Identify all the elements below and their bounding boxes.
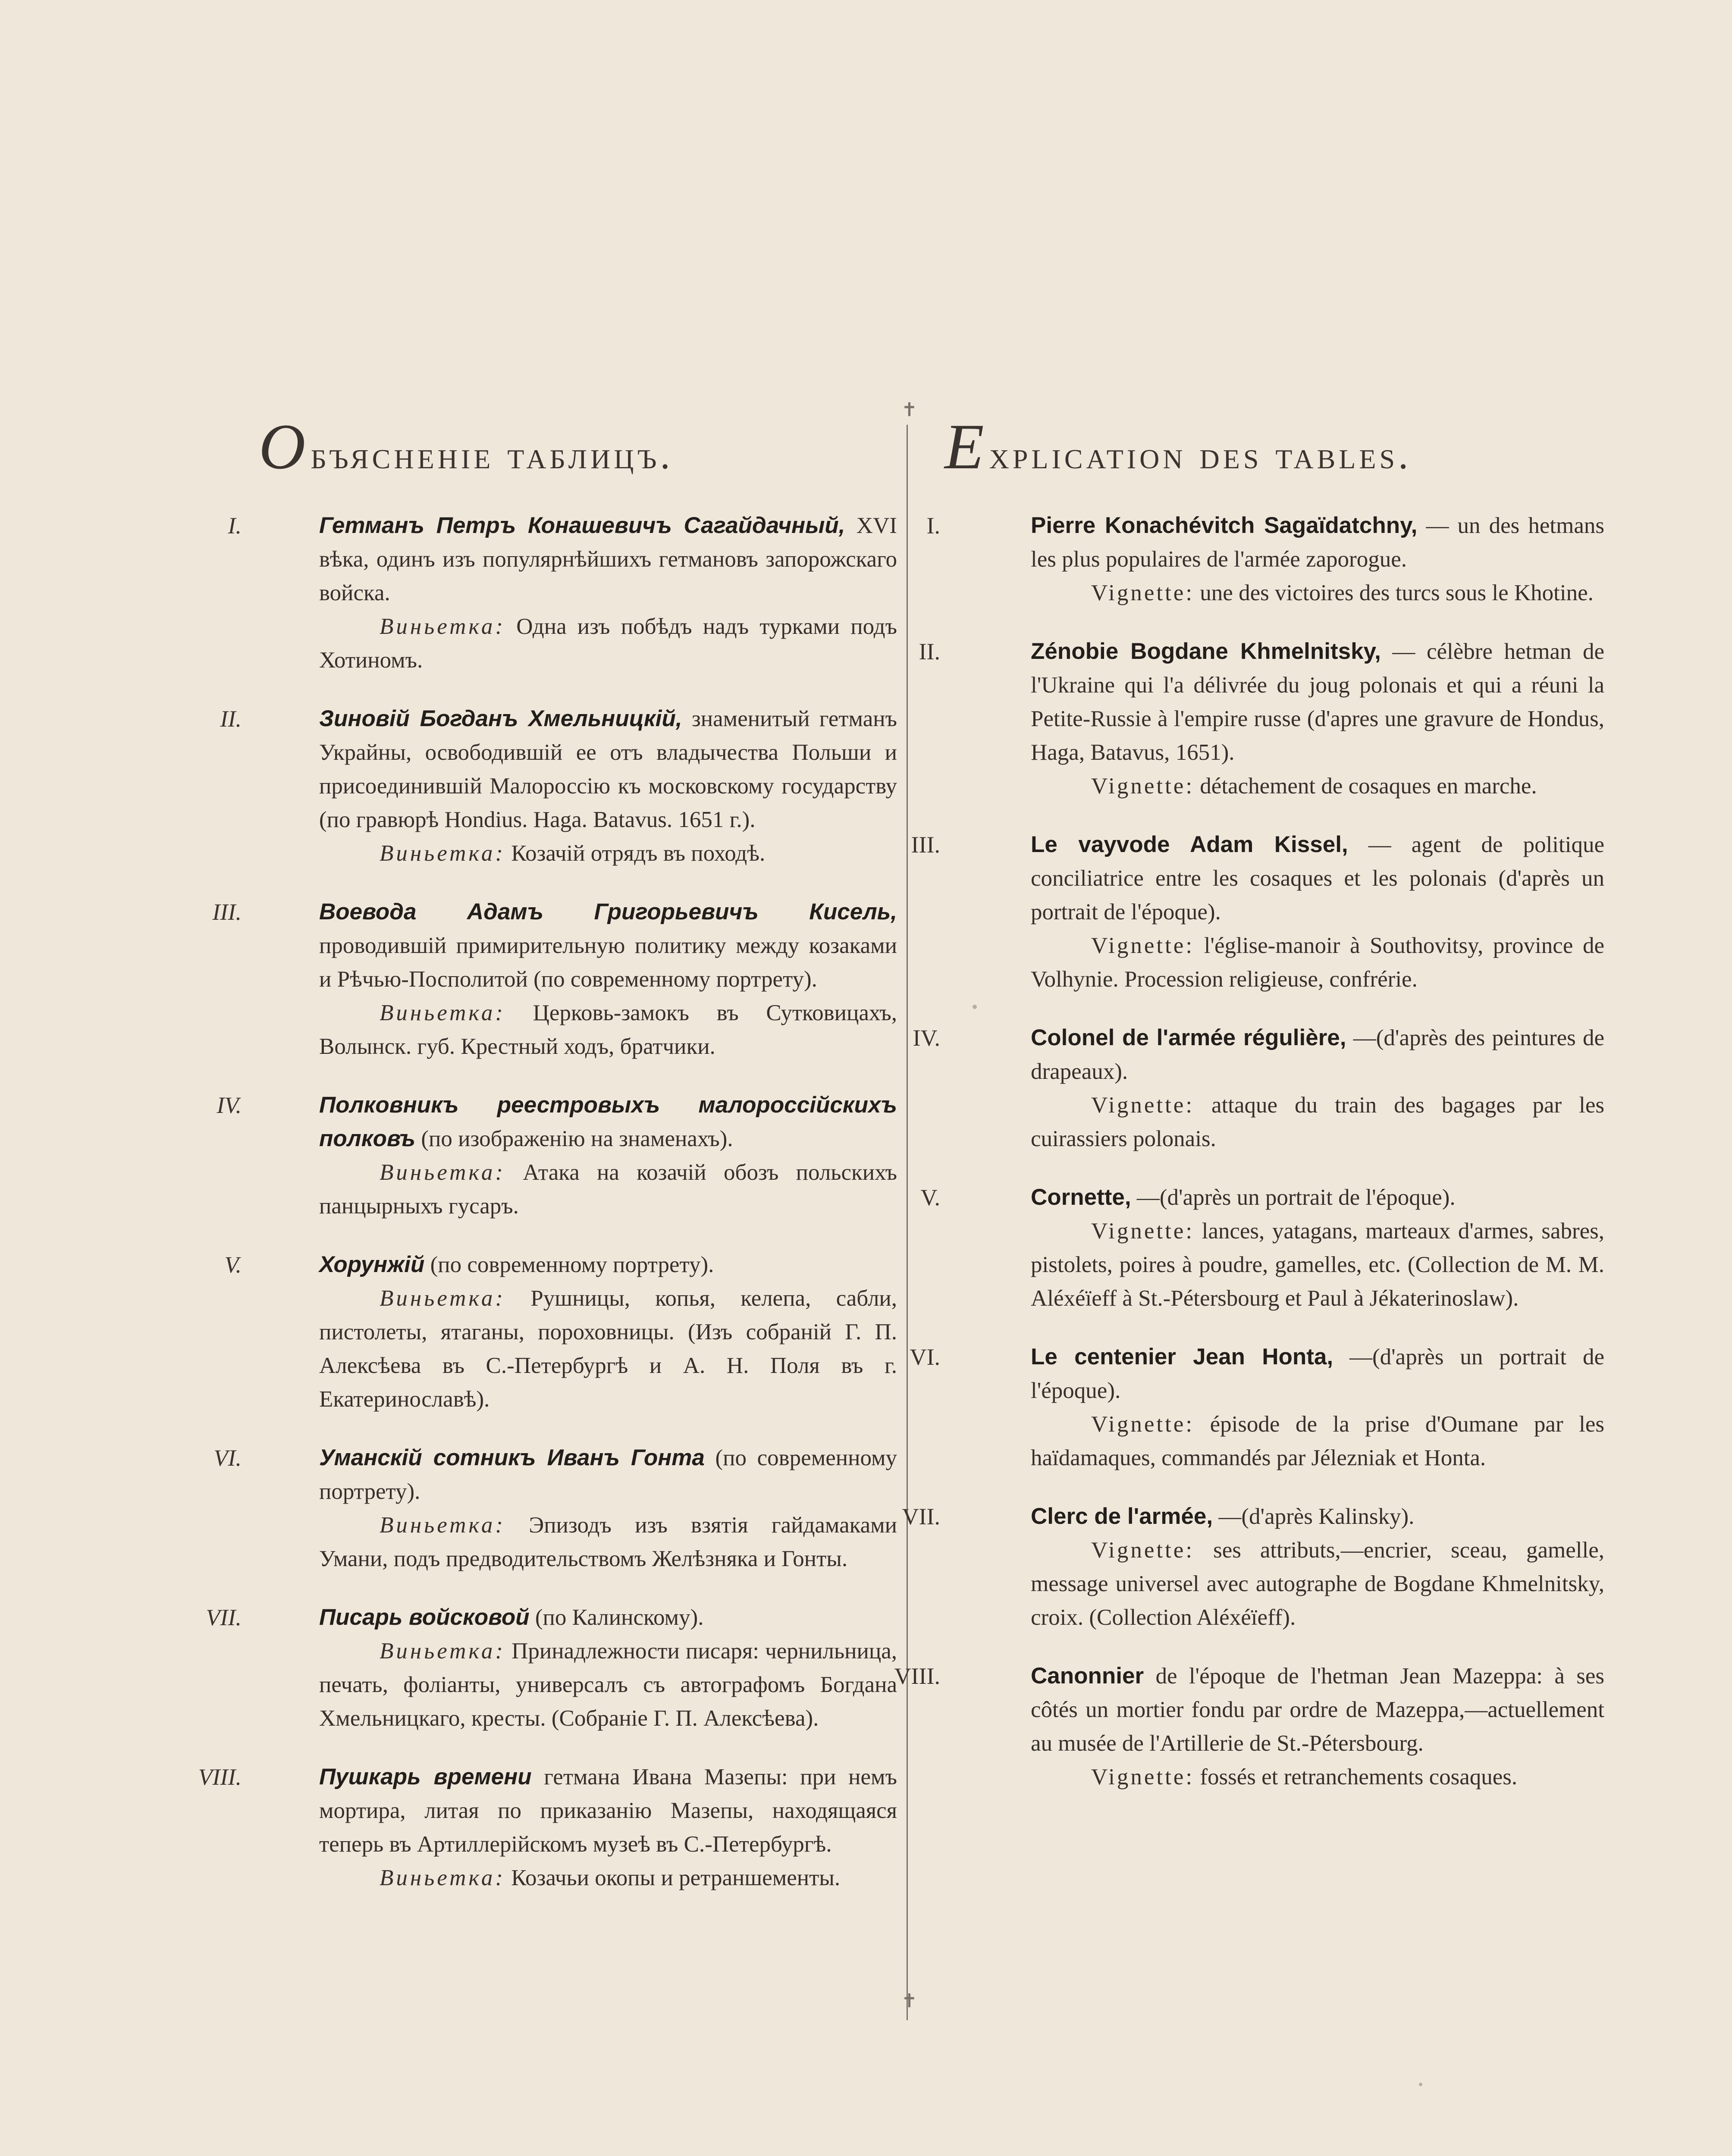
entry-number: VII. [902, 1504, 940, 1529]
russian-column-title [259, 410, 674, 484]
vignette-label: Виньетка: [380, 1865, 506, 1890]
fr-entry [902, 1500, 1604, 1634]
entry-description [962, 1659, 1604, 1760]
ru-entry [212, 895, 897, 1063]
vignette-label: Vignette: [1091, 933, 1195, 958]
ru-entry [228, 509, 897, 677]
entry-subject-name: Canonnier [1031, 1663, 1144, 1689]
vignette-text: détachement de cosaques en marche. [1200, 774, 1537, 799]
entry-description [250, 1441, 897, 1508]
vignette-label: Vignette: [1091, 1538, 1195, 1563]
vignette-description [962, 1407, 1604, 1475]
entry-description [962, 828, 1604, 929]
french-title-initial: E [944, 411, 988, 483]
vignette-label: Виньетка: [380, 1160, 506, 1185]
vignette-text: attaque du train des bagages par les cuirassiers polonais. [1031, 1093, 1605, 1151]
entry-subject-name: Гетманъ Петръ Конашевичъ Сагайдачный, [319, 513, 845, 538]
vignette-label: Vignette: [1091, 1412, 1195, 1437]
entry-subject-name: Уманскій сотникъ Иванъ Гонта [319, 1445, 705, 1470]
entry-number: V. [920, 1185, 940, 1210]
vignette-text: lances, yatagans, marteaux d'armes, sabres, pistolets, poires à poudre, gamelles, etc. (Collection de M. M. Aléxéïeff à St.-Pétersbourg et Paul à Jékaterinoslaw). [1031, 1219, 1604, 1311]
fr-entry [919, 635, 1605, 803]
vignette-description [250, 1156, 897, 1223]
entry-subject-name: Пушкарь времени [319, 1764, 532, 1789]
vignette-label: Виньетка: [380, 614, 506, 639]
entry-description [962, 1500, 1604, 1533]
entry-text: —(d'après un portrait de l'époque). [1031, 1344, 1605, 1403]
vignette-text: Рушницы, копья, келепа, сабли, пистолеты, ятаганы, пороховницы. (Изъ собраній Г. П. Алексѣева въ С.-Петербургѣ и А. Н. Поля въ г. Екатеринославѣ). [319, 1286, 897, 1412]
entry-subject-name: Clerc de l'armée, [1031, 1504, 1213, 1529]
entry-description [250, 1760, 897, 1861]
vignette-text: une des victoires des turcs sous le Khotine. [1200, 580, 1594, 605]
vignette-description [962, 769, 1604, 803]
vignette-description [250, 1508, 897, 1576]
russian-column [198, 509, 897, 1920]
french-title-text: xplication des tables. [989, 433, 1412, 477]
entry-description [250, 1088, 897, 1156]
entry-description [250, 702, 897, 837]
vignette-description [250, 1861, 897, 1895]
vignette-text: ses attributs,—encrier, sceau, gamelle, message universel avec autographe de Bogdane Khmelnitsky, croix. (Collection Aléxéïeff). [1031, 1538, 1604, 1630]
entry-number: IV. [216, 1092, 242, 1118]
vignette-description [962, 1214, 1604, 1315]
cross-ornament-bottom-icon: ✝ [901, 1990, 917, 2012]
russian-title-text: бъясненіе таблицъ. [311, 433, 674, 477]
vignette-description [250, 996, 897, 1063]
entry-text: (по Калинскому). [535, 1605, 704, 1630]
ru-entry [206, 1601, 897, 1735]
vignette-label: Vignette: [1091, 1764, 1195, 1789]
entry-text: — célèbre hetman de l'Ukraine qui l'a délivrée du joug polonais et qui a réuni la Petite-Russie à l'empire russe (d'apres une gravure de Hondus, Haga, Batavus, 1651). [1031, 639, 1605, 765]
entry-description [250, 895, 897, 996]
vignette-description [250, 610, 897, 677]
entry-text: de l'époque de l'hetman Jean Mazeppa: à ses côtés un mortier fondu par ordre de Mazeppa,—actuellement au musée de l'Artillerie de St.-Pétersbourg. [1031, 1664, 1605, 1756]
vignette-label: Виньетка: [380, 1000, 506, 1025]
french-column [894, 509, 1605, 1819]
vignette-text: l'église-manoir à Southovitsy, province de Volhynie. Procession religieuse, confrérie. [1031, 933, 1605, 992]
entry-text: — agent de politique conciliatrice entre les cosaques et les polonais (d'après un portrait de l'époque). [1031, 832, 1604, 924]
vignette-text: Козачьи окопы и ретраншементы. [511, 1865, 841, 1890]
entry-subject-name: Воевода Адамъ Григорьевичъ Кисель, [319, 899, 897, 924]
vignette-text: Принадлежности писаря: чернильница, печать, фоліанты, универсалъ съ автографомъ Богдана Хмельницкаго, кресты. (Собраніе Г. П. Алексѣева). [319, 1639, 897, 1731]
entry-text: —(d'après un portrait de l'époque). [1136, 1185, 1456, 1210]
vignette-text: Атака на козачій обозъ польскихъ панцырныхъ гусаръ. [319, 1160, 897, 1219]
paper-speck [973, 1005, 977, 1009]
entry-subject-name: Полковникъ реестровыхъ малороссійскихъ полковъ [319, 1092, 897, 1151]
vignette-text: fossés et retranchements cosaques. [1200, 1764, 1518, 1789]
vignette-text: Одна изъ побѣдъ надъ турками подъ Хотиномъ. [319, 614, 897, 673]
fr-entry [920, 1181, 1604, 1315]
entry-number: VII. [206, 1604, 242, 1630]
entry-subject-name: Le vayvode Adam Kissel, [1031, 832, 1348, 857]
vignette-description [962, 929, 1604, 996]
entry-text: —(d'après Kalinsky). [1218, 1504, 1415, 1529]
entry-number: VIII. [894, 1663, 940, 1689]
entry-description [962, 1181, 1604, 1214]
fr-entry [910, 1340, 1605, 1475]
entry-number: I. [926, 513, 940, 539]
ru-entry [198, 1760, 897, 1895]
entry-subject-name: Писарь войсковой [319, 1604, 530, 1630]
vignette-description [962, 1533, 1604, 1634]
entry-description [962, 509, 1604, 576]
vignette-description [250, 1282, 897, 1416]
ru-entry [224, 1248, 897, 1416]
vignette-text: Эпизодъ изъ взятія гайдамаками Умани, подъ предводительствомъ Желѣзняка и Гонты. [319, 1513, 897, 1571]
french-column-title [944, 410, 1412, 484]
entry-subject-name: Хорунжій [319, 1252, 425, 1277]
entry-number: II. [220, 706, 242, 732]
entry-description [962, 635, 1604, 769]
entry-description [250, 509, 897, 610]
entry-subject-name: Le centenier Jean Honta, [1031, 1344, 1334, 1369]
entry-number: III. [911, 832, 940, 858]
entry-number: III. [212, 899, 242, 925]
entry-text: (по изображенію на знаменахъ). [421, 1126, 733, 1151]
entry-number: VIII. [198, 1764, 242, 1790]
ru-entry [220, 702, 897, 870]
vignette-label: Vignette: [1091, 1219, 1195, 1244]
entry-number: II. [919, 639, 940, 664]
entry-number: VI. [910, 1344, 940, 1370]
fr-entry [926, 509, 1604, 610]
entry-subject-name: Zénobie Bogdane Khmelnitsky, [1031, 639, 1381, 664]
vignette-description [250, 837, 897, 870]
vignette-text: Церковь-замокъ въ Сутковицахъ, Волынск. губ. Крестный ходъ, братчики. [319, 1000, 897, 1059]
russian-title-initial: О [259, 411, 309, 483]
entry-text: проводившій примирительную политику между козаками и Рѣчью-Посполитой (по современному портрету). [319, 933, 897, 992]
entry-number: IV. [913, 1025, 940, 1051]
vignette-description [250, 1634, 897, 1735]
vignette-description [962, 1088, 1604, 1156]
entry-subject-name: Pierre Konachévitch Sagaïdatchny, [1031, 513, 1418, 538]
entry-subject-name: Colonel de l'armée régulière, [1031, 1025, 1346, 1050]
entry-subject-name: Зиновій Богданъ Хмельницкій, [319, 706, 682, 731]
entry-text: XVI вѣка, одинъ изъ популярнѣйшихъ гетмановъ запорожскаго войска. [319, 513, 897, 605]
entry-number: VI. [213, 1445, 242, 1471]
vignette-label: Виньетка: [380, 1513, 506, 1538]
entry-description [962, 1021, 1604, 1088]
fr-entry [894, 1659, 1605, 1794]
entry-text: гетмана Ивана Мазепы: при немъ мортира, литая по приказанію Мазепы, находящаяся теперь въ Артиллерійскомъ музеѣ въ С.-Петербургѣ. [319, 1764, 897, 1857]
ru-entry [213, 1441, 897, 1576]
entry-description [962, 1340, 1604, 1407]
entry-text: — un des hetmans les plus populaires de l'armée zaporogue. [1031, 513, 1604, 572]
entry-text: знаменитый гетманъ Украйны, освободившій ее отъ владычества Польши и присоединившій Малороссію къ московскому государству (по гравюрѣ Hondius. Haga. Batavus. 1651 г.). [319, 706, 897, 832]
vignette-label: Виньетка: [380, 841, 506, 866]
entry-description [250, 1601, 897, 1634]
vignette-label: Виньетка: [380, 1286, 506, 1311]
vignette-label: Vignette: [1091, 1093, 1195, 1118]
vignette-label: Виньетка: [380, 1639, 506, 1664]
vignette-description [962, 1760, 1604, 1794]
entry-number: V. [224, 1252, 242, 1278]
vignette-text: Козачій отрядъ въ походѣ. [511, 841, 766, 866]
entry-text: —(d'après des peintures de drapeaux). [1031, 1025, 1605, 1084]
fr-entry [911, 828, 1605, 996]
entry-description [250, 1248, 897, 1282]
vignette-label: Vignette: [1091, 774, 1195, 799]
vignette-text: épisode de la prise d'Oumane par les haïdamaques, commandés par Jélezniak et Honta. [1031, 1412, 1604, 1470]
ru-entry [216, 1088, 897, 1223]
entry-text: (по современному портрету). [430, 1252, 714, 1277]
entry-number: I. [228, 513, 242, 539]
vignette-label: Vignette: [1091, 580, 1195, 605]
fr-entry [913, 1021, 1605, 1156]
entry-subject-name: Cornette, [1031, 1185, 1131, 1210]
vignette-description [962, 576, 1604, 610]
cross-ornament-top-icon: ✝ [901, 399, 917, 420]
paper-speck [1419, 2083, 1422, 2086]
entry-text: (по современному портрету). [319, 1445, 897, 1504]
